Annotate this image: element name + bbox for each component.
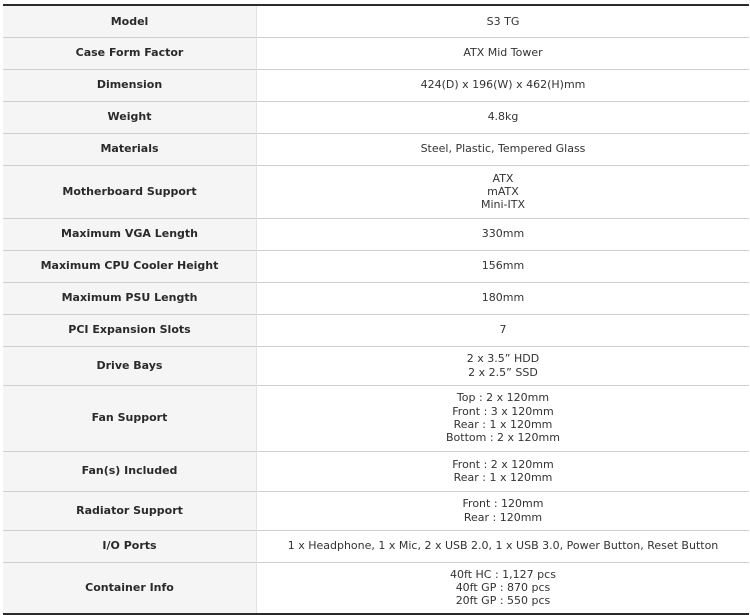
spec-value-line: 180mm xyxy=(481,291,525,305)
spec-label: Fan(s) Included xyxy=(3,451,257,491)
spec-label: I/O Ports xyxy=(3,530,257,562)
spec-value-line: Mini-ITX xyxy=(480,198,526,212)
spec-row-motherboard-support xyxy=(3,165,749,218)
spec-row-weight xyxy=(3,101,749,133)
spec-value-line: 2 x 2.5” SSD xyxy=(468,365,538,379)
spec-value xyxy=(257,165,750,218)
spec-table-body xyxy=(3,5,749,614)
spec-value-line: Front : 2 x 120mm xyxy=(452,457,554,471)
spec-value-line: ATX Mid Tower xyxy=(463,46,543,60)
spec-value-line: 2 x 3.5” HDD xyxy=(466,352,540,366)
spec-value xyxy=(257,346,750,385)
spec-value xyxy=(257,451,750,491)
spec-value-line: Front : 120mm xyxy=(462,497,544,511)
spec-label: Maximum PSU Length xyxy=(3,282,257,314)
spec-label: Dimension xyxy=(3,69,257,101)
spec-row-drive-bays xyxy=(3,346,749,385)
spec-value-line: Top : 2 x 120mm xyxy=(456,391,550,405)
spec-value xyxy=(257,314,750,346)
spec-value-line: 40ft GP : 870 pcs xyxy=(455,581,551,595)
spec-value xyxy=(257,491,750,530)
spec-value-line: 156mm xyxy=(481,259,525,273)
spec-value-line: 424(D) x 196(W) x 462(H)mm xyxy=(420,78,586,92)
spec-row-max-cpu-cooler-height xyxy=(3,250,749,282)
spec-label: Materials xyxy=(3,133,257,165)
spec-value-line: Rear : 120mm xyxy=(463,510,543,524)
spec-table xyxy=(3,4,749,615)
spec-value-line: 40ft HC : 1,127 pcs xyxy=(450,567,556,581)
spec-value xyxy=(257,101,750,133)
spec-value-line: 1 x Headphone, 1 x Mic, 2 x USB 2.0, 1 x USB 3.0, Power Button, Reset Button xyxy=(287,539,719,553)
spec-value xyxy=(257,530,750,562)
spec-row-max-vga-length xyxy=(3,218,749,250)
spec-row-container-info xyxy=(3,562,749,614)
spec-value xyxy=(257,250,750,282)
spec-row-io-ports xyxy=(3,530,749,562)
spec-label: Container Info xyxy=(3,562,257,614)
spec-value-line: 20ft GP : 550 pcs xyxy=(455,594,551,608)
spec-value xyxy=(257,218,750,250)
spec-label: Case Form Factor xyxy=(3,37,257,69)
spec-value-line: S3 TG xyxy=(486,14,520,28)
spec-value-line: Steel, Plastic, Tempered Glass xyxy=(420,142,586,156)
spec-label: Drive Bays xyxy=(3,346,257,385)
spec-row-radiator-support xyxy=(3,491,749,530)
spec-value-line: mATX xyxy=(487,184,519,198)
spec-row-max-psu-length xyxy=(3,282,749,314)
spec-label: Radiator Support xyxy=(3,491,257,530)
spec-value xyxy=(257,562,750,614)
spec-value-line: 4.8kg xyxy=(487,110,519,124)
spec-label: Motherboard Support xyxy=(3,165,257,218)
spec-label: PCI Expansion Slots xyxy=(3,314,257,346)
spec-row-dimension xyxy=(3,69,749,101)
spec-row-fan-support xyxy=(3,385,749,451)
spec-label: Fan Support xyxy=(3,385,257,451)
spec-value-line: 330mm xyxy=(481,227,525,241)
spec-label: Maximum CPU Cooler Height xyxy=(3,250,257,282)
spec-value xyxy=(257,5,750,37)
spec-value-line: Front : 3 x 120mm xyxy=(452,404,554,418)
spec-value xyxy=(257,133,750,165)
spec-row-fans-included xyxy=(3,451,749,491)
spec-row-case-form-factor xyxy=(3,37,749,69)
spec-value-line: Bottom : 2 x 120mm xyxy=(446,431,560,445)
spec-row-materials xyxy=(3,133,749,165)
spec-value xyxy=(257,37,750,69)
spec-row-model xyxy=(3,5,749,37)
spec-label: Weight xyxy=(3,101,257,133)
spec-value-line: Rear : 1 x 120mm xyxy=(453,471,553,484)
spec-value xyxy=(257,282,750,314)
spec-value-line: Rear : 1 x 120mm xyxy=(453,418,553,431)
spec-label: Model xyxy=(3,5,257,37)
spec-value-line: 7 xyxy=(499,323,507,337)
spec-value-line: ATX xyxy=(492,171,514,185)
spec-row-pci-expansion-slots xyxy=(3,314,749,346)
spec-value xyxy=(257,385,750,451)
spec-label: Maximum VGA Length xyxy=(3,218,257,250)
spec-value xyxy=(257,69,750,101)
